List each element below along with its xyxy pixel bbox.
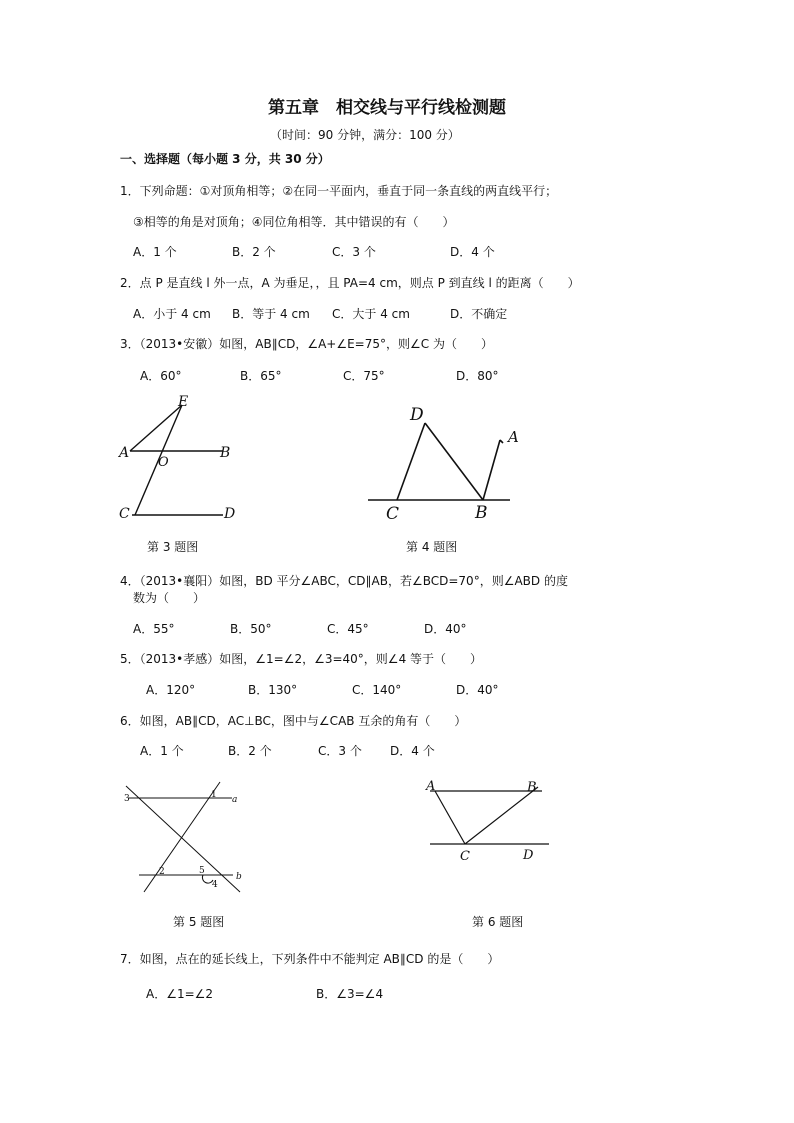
q5-option-b: B．130° (248, 683, 298, 697)
q1-option-d: D．4 个 (450, 245, 495, 259)
q4-option-b: B．50° (230, 622, 272, 636)
fig6-label-b: B (527, 780, 537, 795)
q1-line1: 1．下列命题：①对顶角相等；②在同一平面内，垂直于同一条直线的两直线平行； (120, 184, 558, 198)
fig3-label-a: A (119, 445, 130, 461)
q2-option-d: D．不确定 (450, 307, 508, 321)
q5-option-d: D．40° (456, 683, 499, 697)
q5-text: 5．（2013•孝感）如图，∠1=∠2，∠3=40°，则∠4 等于（ ） (120, 652, 483, 666)
q4-option-a: A．55° (133, 622, 175, 636)
q6-option-c: C．3 个 (318, 744, 362, 758)
figure-5-caption: 第 5 题图 (173, 915, 225, 929)
fig5-label-5: 5 (199, 866, 205, 876)
figure-3 (110, 390, 250, 530)
figure-3-caption: 第 3 题图 (147, 540, 199, 554)
q3-text: 3．（2013•安徽）如图，AB∥CD，∠A+∠E=75°，则∠C 为（ ） (120, 337, 493, 351)
fig6-label-d: D (523, 848, 534, 863)
q3-option-b: B．65° (240, 369, 282, 383)
fig3-label-d: D (224, 506, 236, 522)
q5-option-c: C．140° (352, 683, 402, 697)
fig6-label-a: A (426, 779, 436, 794)
q3-option-a: A．60° (140, 369, 182, 383)
fig4-label-a: A (508, 428, 519, 446)
q2-option-a: A．小于 4 cm (133, 307, 211, 321)
q2-text: 2．点 P 是直线 l 外一点，A 为垂足，，且 PA=4 cm，则点 P 到直线 l 的距离（ ） (120, 276, 580, 290)
figure-5 (115, 780, 255, 900)
fig5-label-4: 4 (212, 880, 218, 890)
fig5-label-a: a (232, 795, 238, 805)
figure-4 (360, 398, 540, 528)
fig4-label-d: D (410, 405, 424, 425)
q4-line2: 数为（ ） (133, 591, 206, 605)
q2-option-b: B．等于 4 cm (232, 307, 310, 321)
q1-option-b: B．2 个 (232, 245, 276, 259)
fig6-label-c: C (460, 849, 470, 864)
q7-text: 7．如图，点在的延长线上，下列条件中不能判定 AB∥CD 的是（ ） (120, 952, 500, 966)
q4-option-d: D．40° (424, 622, 467, 636)
fig5-label-2: 2 (159, 867, 165, 877)
fig3-label-e: E (178, 394, 189, 410)
fig4-label-c: C (386, 504, 400, 524)
fig4-label-b: B (475, 503, 488, 523)
q6-option-a: A．1 个 (140, 744, 184, 758)
section-heading: 一、选择题（每小题 3 分，共 30 分） (120, 152, 330, 166)
q6-text: 6．如图，AB∥CD，AC⊥BC，图中与∠CAB 互余的角有（ ） (120, 714, 467, 728)
q1-option-c: C．3 个 (332, 245, 376, 259)
q2-option-c: C．大于 4 cm (332, 307, 410, 321)
page-subtitle: （时间：90 分钟，满分：100 分） (270, 128, 460, 142)
fig5-label-b: b (236, 872, 242, 882)
q1-option-a: A．1 个 (133, 245, 177, 259)
figure-4-caption: 第 4 题图 (406, 540, 458, 554)
fig5-label-1: 1 (211, 790, 217, 800)
fig3-label-c: C (119, 506, 130, 522)
q3-option-c: C．75° (343, 369, 385, 383)
q6-option-b: B．2 个 (228, 744, 272, 758)
page-title: 第五章 相交线与平行线检测题 (268, 98, 506, 118)
q4-option-c: C．45° (327, 622, 369, 636)
figure-6 (420, 775, 560, 875)
q5-option-a: A．120° (146, 683, 196, 697)
q4-line1: 4．（2013•襄阳）如图，BD 平分∠ABC，CD∥AB，若∠BCD=70°，则∠ABD 的度 (120, 574, 568, 588)
fig3-label-b: B (220, 445, 231, 461)
q7-option-b: B．∠3=∠4 (316, 987, 384, 1001)
q6-option-d: D．4 个 (390, 744, 435, 758)
fig3-label-o: O (158, 455, 169, 470)
q7-option-a: A．∠1=∠2 (146, 987, 214, 1001)
q1-line2: ③相等的角是对顶角；④同位角相等．其中错误的有（ ） (133, 215, 455, 229)
q3-option-d: D．80° (456, 369, 499, 383)
figure-6-caption: 第 6 题图 (472, 915, 524, 929)
fig5-label-3: 3 (124, 794, 130, 804)
